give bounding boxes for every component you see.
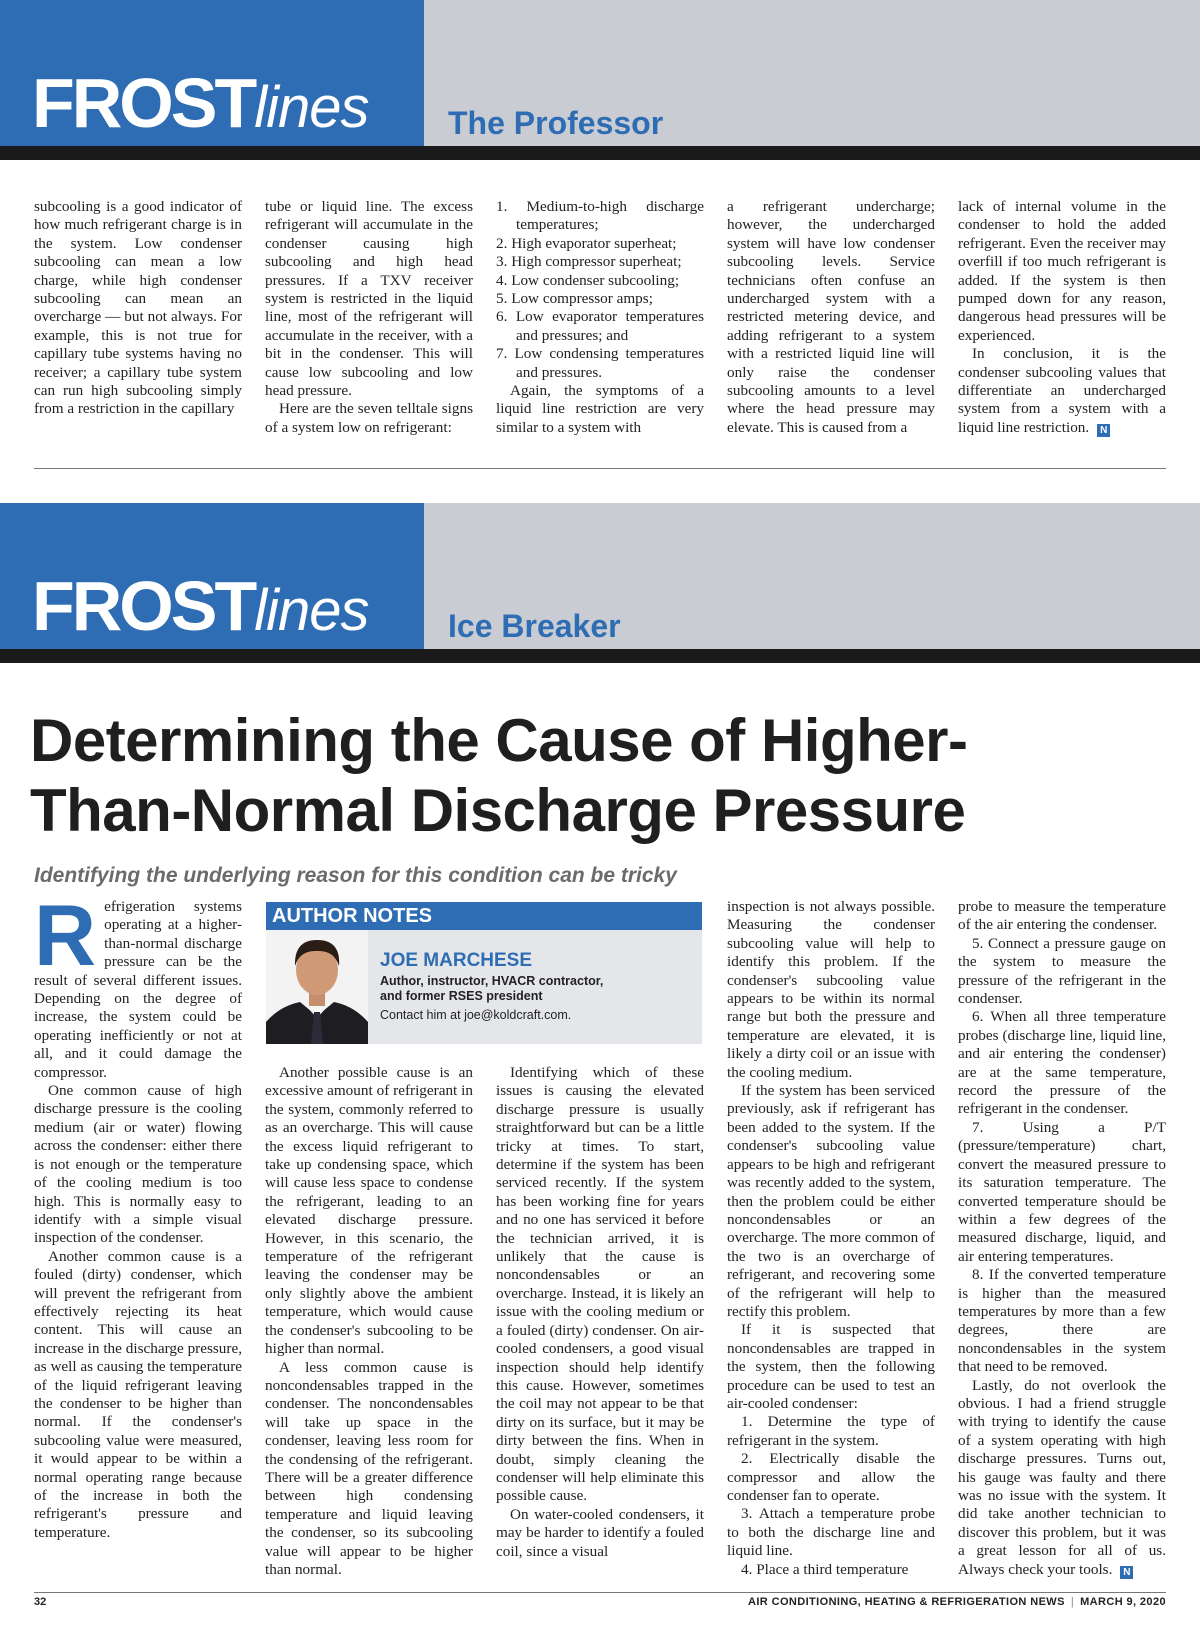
banner-rule	[0, 649, 1200, 663]
top-col-4	[727, 198, 935, 437]
paragraph: inspection is not always possible. Measuring the condenser subcooling value will help to identify this problem. If the condenser's subcooling value appears to be within its normal range but both the pressure and temperature are elevated, it is likely a dirty coil or an issue with the cooling medium.	[727, 898, 935, 1081]
author-name: JOE MARCHESE	[380, 950, 533, 971]
end-of-story-icon: N	[1120, 1566, 1133, 1579]
telltale-signs-list	[496, 198, 704, 382]
paragraph: Another common cause is a fouled (dirty) condenser, which will prevent the refrigerant from effectively rejecting its heat content. This will cause an increase in the discharge pressure, as well as causing the temperature of the liquid refrigerant leaving the condenser to be higher than normal. If the condenser's subcooling value were measured, it would appear to be within a normal operating range because of the increase in both the refrigerant's pressure and temperature.	[34, 1247, 242, 1541]
paragraph-text: Lastly, do not overlook the obvious. I had a friend struggle with trying to identify the cause of a system operating with high discharge pressures. Turns out, his gauge was faulty and there was no issue with the system. It did take another technician to discover this problem, but it was a great lesson for all of us. Always check your tools.	[958, 1376, 1166, 1578]
footer-rule	[34, 1592, 1166, 1593]
procedure-step: 5. Connect a pressure gauge on the system to measure the pressure of the refrigerant in the condenser.	[958, 934, 1166, 1008]
headline-line: Than-Normal Discharge Pressure	[30, 777, 966, 844]
article-col-4	[727, 898, 935, 1579]
paragraph	[958, 345, 1166, 437]
author-notes-box	[266, 902, 702, 1044]
footer-separator: |	[1070, 1596, 1075, 1608]
top-col-2	[265, 198, 473, 437]
footer-publication	[748, 1596, 1166, 1608]
section-title: Ice Breaker	[448, 608, 621, 644]
publication-name: AIR CONDITIONING, HEATING & REFRIGERATION NEWS	[748, 1596, 1065, 1608]
end-of-story-icon: N	[1097, 424, 1110, 437]
issue-date: MARCH 9, 2020	[1080, 1596, 1166, 1608]
top-banner	[0, 0, 1200, 160]
list-item: 5. Low compressor amps;	[496, 290, 653, 308]
logo-bold-text: FROST	[32, 64, 255, 142]
frostlines-logo	[32, 64, 369, 142]
banner-rule	[0, 146, 1200, 160]
paragraph: Another possible cause is an excessive amount of refrigerant in the system, commonly referred to as an overcharge. This will cause the excess liquid refrigerant to take up condensing space, which will cause less space to condense the refrigerant, leading to an elevated discharge pressure. However, in this scenario, the temperature of the refrigerant leaving the condenser may be only slightly above the ambient temperature, which would cause the condenser's subcooling to be higher than normal.	[265, 1064, 473, 1358]
paragraph: a refrigerant undercharge; however, the undercharged system will have low condenser subcooling levels. Service technicians often confuse an undercharged system with a restricted metering device, and adding refrigerant to a system with a restricted liquid line will only raise the condenser subcooling amounts to a level where the head pressure may elevate. This is caused from a	[727, 198, 935, 436]
paragraph: Here are the seven telltale signs of a system low on refrigerant:	[265, 400, 473, 436]
list-item: 6. Low evaporator temperatures and pressures; and	[496, 308, 704, 344]
paragraph-text: In conclusion, it is the condenser subcooling values that differentiate an undercharged system from a system with a liquid line restriction.	[958, 345, 1166, 436]
drop-cap: R	[34, 888, 97, 984]
author-contact: Contact him at joe@koldcraft.com.	[380, 1008, 572, 1022]
procedure-step: 8. If the converted temperature is higher than the measured temperatures by more than a few degrees, there are noncondensables in the system that need to be removed.	[958, 1266, 1166, 1376]
list-item: 3. High compressor superheat;	[496, 253, 682, 271]
section-divider	[34, 468, 1166, 469]
headline-line: Determining the Cause of Higher-	[30, 707, 968, 774]
top-col-1	[34, 198, 242, 419]
author-notes-header: AUTHOR NOTES	[266, 902, 702, 930]
paragraph: If it is suspected that noncondensables are trapped in the system, then the following procedure can be used to test an air-cooled condenser:	[727, 1321, 935, 1412]
article-col-5	[958, 898, 1166, 1579]
paragraph: probe to measure the temperature of the air entering the condenser.	[958, 898, 1166, 934]
logo-light-text: lines	[254, 578, 369, 643]
procedure-step: 3. Attach a temperature probe to both the discharge line and liquid line.	[727, 1505, 935, 1560]
paragraph: Identifying which of these issues is causing the elevated discharge pressure is usually straightforward but can be a little tricky at times. To start, determine if the system has been serviced recently. If the system has been working fine for years and no one has serviced it before the technician arrived, it is unlikely that the cause is noncondensables or an overcharge. Instead, it is likely an issue with the cooling medium or a fouled (dirty) condenser. On air-cooled condensers, a good visual inspection should help identify this cause. However, sometimes the coil may not appear to be that dirty on its surface, but it may be dirty between the fins. When in doubt, simply cleaning the condenser will help eliminate this possible cause.	[496, 1064, 704, 1505]
procedure-step: 1. Determine the type of refrigerant in the system.	[727, 1413, 935, 1449]
paragraph-text: efrigeration systems operating at a higher-than-normal discharge pressure can be the result of several different issues. Depending on the degree of increase, the system could be operating inefficiently or not at all, and it could damage the compressor.	[34, 898, 242, 1081]
procedure-step: 2. Electrically disable the compressor and allow the condenser fan to operate.	[727, 1450, 935, 1504]
article-col-3	[496, 1064, 704, 1561]
logo-light-text: lines	[254, 75, 369, 140]
section-title: The Professor	[448, 105, 664, 141]
page-number: 32	[34, 1596, 47, 1608]
author-role-line: and former RSES president	[380, 989, 543, 1003]
paragraph: subcooling is a good indicator of how much refrigerant charge is in the system. Low condenser subcooling can mean a low charge, while high condenser subcooling can mean an overcharge — but not always. For example, this is not true for capillary tube systems having no receiver; a capillary tube system can run high subcooling simply from a restriction in the capillary	[34, 198, 242, 418]
logo-bold-text: FROST	[32, 567, 255, 645]
list-item: 1. Medium-to-high discharge temperatures;	[496, 198, 704, 234]
paragraph: lack of internal volume in the condenser to hold the added refrigerant. Even the receiver may overfill if too much refrigerant is added. If the system is then pumped down for any reason, dangerous head pressures will be experienced.	[958, 198, 1166, 344]
top-col-5	[958, 198, 1166, 437]
paragraph	[34, 888, 242, 1082]
article-col-1	[34, 888, 242, 1542]
procedure-step: 4. Place a third temperature	[741, 1560, 909, 1578]
list-item: 2. High evaporator superheat;	[496, 234, 677, 252]
article-col-2	[265, 1064, 473, 1579]
paragraph: If the system has been serviced previously, ask if refrigerant has been added to the system. If the condenser's subcooling value appears to be high and refrigerant was recently added to the system, then the problem could be either noncondensables or an overcharge. The more common of the two is an overcharge of refrigerant, and recovering some of the refrigerant will help to rectify this problem.	[727, 1082, 935, 1320]
procedure-step: 6. When all three temperature probes (discharge line, liquid line, and air entering the condenser) are at the same temperature, record the pressure of the refrigerant in the condenser.	[958, 1008, 1166, 1118]
list-item: 7. Low condensing temperatures and pressures.	[496, 345, 704, 381]
paragraph: Again, the symptoms of a liquid line restriction are very similar to a system with	[496, 382, 704, 436]
article-dek: Identifying the underlying reason for this condition can be tricky	[34, 864, 677, 887]
author-portrait-icon	[266, 930, 368, 1044]
ice-breaker-banner	[0, 503, 1200, 663]
author-info	[380, 950, 700, 1023]
top-col-3	[496, 198, 704, 437]
procedure-step: 7. Using a P/T (pressure/temperature) chart, convert the measured pressure to its saturation temperature. The converted temperature should be within a few degrees of the measured discharge, liquid, and air entering temperatures.	[958, 1118, 1166, 1265]
list-item: 4. Low condenser subcooling;	[496, 271, 680, 289]
paragraph	[958, 1377, 1166, 1579]
paragraph: A less common cause is noncondensables trapped in the condenser. The noncondensables will take up space in the condenser, leaving less room for the condensing of the refrigerant. There will be a greater difference between high condensing temperature and liquid leaving the condenser, so its subcooling value will appear to be higher than normal.	[265, 1358, 473, 1578]
author-photo	[266, 930, 368, 1044]
frostlines-logo	[32, 567, 369, 645]
author-role-line: Author, instructor, HVACR contractor,	[380, 974, 604, 988]
paragraph: On water-cooled condensers, it may be harder to identify a fouled coil, since a visual	[496, 1505, 704, 1560]
author-role	[380, 974, 700, 1004]
paragraph: One common cause of high discharge pressure is the cooling medium (air or water) flowing across the condenser: either there is not enough or the temperature of the cooling medium is too high. This is normally easy to identify with a simple visual inspection of the condenser.	[34, 1082, 242, 1247]
article-headline	[30, 706, 1170, 846]
paragraph: tube or liquid line. The excess refrigerant will accumulate in the condenser causing high subcooling and high head pressures. If a TXV receiver system is restricted in the liquid line, most of the refrigerant will accumulate in the receiver, with a bit in the condenser. This will cause low subcooling and low head pressure.	[265, 198, 473, 400]
